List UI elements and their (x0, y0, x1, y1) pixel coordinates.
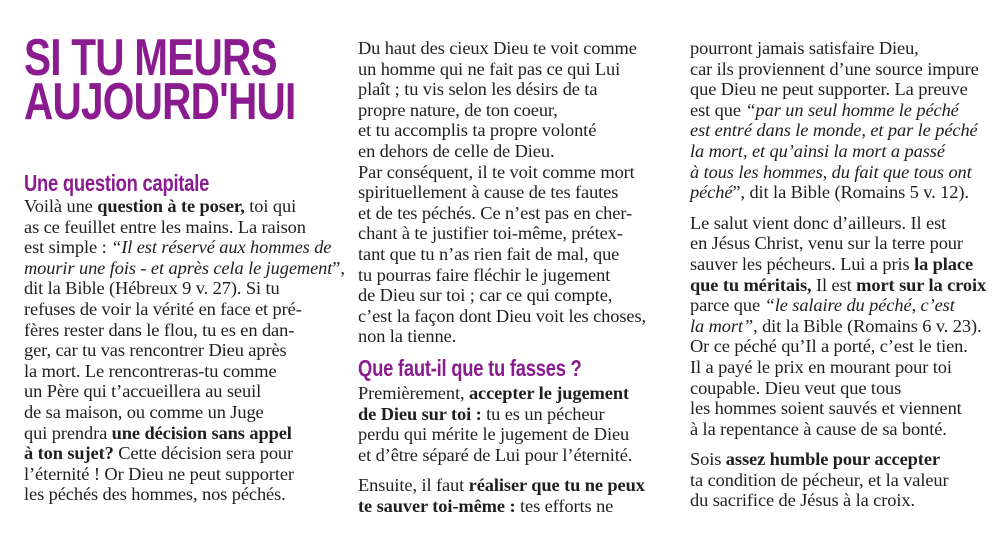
text-line (690, 213, 990, 234)
text-run: coupable. Dieu veut que tous (690, 377, 902, 398)
bold-text: réaliser que tu ne peux (468, 475, 645, 496)
text-line (690, 357, 990, 378)
text-run: que Dieu ne peut supporter. La preuve (690, 79, 968, 100)
text-line (358, 244, 658, 265)
text-line (690, 162, 990, 183)
text-run: Sois (690, 449, 726, 470)
text-line (358, 120, 658, 141)
text-run: plaît ; tu vis selon les désirs de ta (358, 79, 598, 100)
bold-text: à ton sujet? (24, 443, 114, 464)
text-line (690, 59, 990, 80)
text-line (358, 182, 658, 203)
quote-text: la mort” (690, 315, 754, 336)
text-run: en Jésus Christ, venu sur la terre pour (690, 233, 963, 254)
text-line (358, 475, 658, 496)
text-line (24, 402, 324, 423)
text-run: Voilà une (24, 196, 98, 216)
text-run: Par conséquent, il te voit comme mort (358, 161, 635, 182)
text-run: refuses de voir la vérité en face et pré- (24, 298, 302, 319)
text-line (358, 265, 658, 286)
text-run: tu pourras faire fléchir le jugement (358, 264, 611, 285)
bold-text: mort sur la croix (856, 274, 987, 295)
text-line (690, 490, 990, 511)
text-run: un homme qui ne fait pas ce qui Lui (358, 58, 621, 79)
column-3 (690, 38, 990, 511)
bold-text: que tu méritais, (690, 274, 812, 295)
text-line (358, 38, 658, 59)
text-line (24, 361, 324, 382)
bold-text: question à te poser, (97, 196, 245, 216)
column-1 (24, 0, 345, 505)
text-line (24, 484, 324, 505)
text-run: ta condition de pécheur, et la valeur (690, 469, 949, 490)
text-line (358, 59, 658, 80)
text-line (358, 223, 658, 244)
text-run: ”, dit la Bible (Romains 5 v. 12). (732, 182, 969, 203)
text-run: en dehors de celle de Dieu. (358, 140, 555, 161)
text-line (24, 217, 324, 238)
text-line (690, 295, 990, 316)
text-line (358, 203, 658, 224)
text-run: sauver les pécheurs. Lui a pris (690, 253, 915, 274)
text-line (690, 336, 990, 357)
text-run: l’éternité ! Or Dieu ne peut supporter (24, 463, 294, 484)
quote-text: mourir une fois - et après cela le jugement (24, 257, 333, 278)
text-run: et d’être séparé de Lui pour l’éternité. (358, 444, 633, 465)
quote-text: “Il est réservé aux hommes de (111, 237, 332, 258)
text-run: dit la Bible (Hébreux 9 v. 27). Si tu (24, 278, 280, 299)
paragraph-la-preuve (690, 38, 990, 203)
text-line (690, 141, 990, 162)
text-line (690, 275, 990, 296)
text-run: est simple : (24, 237, 112, 258)
text-run: la mort. Le rencontreras-tu comme (24, 360, 277, 381)
text-run: Le salut vient donc d’ailleurs. Il est (690, 212, 947, 233)
page-title (24, 29, 296, 131)
paragraph-spacer (690, 203, 990, 213)
text-run: à la repentance à cause de sa bonté. (690, 418, 947, 439)
bold-text: une décision sans appel (111, 422, 292, 443)
text-run: ger, car tu vas rencontrer Dieu après (24, 340, 287, 361)
quote-text: “le salaire du péché, c’est (764, 295, 955, 316)
text-run: pourront jamais satisfaire Dieu, (690, 38, 919, 58)
paragraph-le-salut (690, 213, 990, 440)
bold-text: accepter le jugement (468, 382, 629, 403)
text-run: , dit la Bible (Romains 6 v. 23). (753, 315, 982, 336)
text-run: les péchés des hommes, nos péchés. (24, 484, 286, 505)
text-run: est que (690, 99, 746, 120)
text-run: tu es un pécheur (481, 403, 605, 424)
text-line (690, 398, 990, 419)
text-run: du sacrifice de Jésus à la croix. (690, 490, 915, 511)
text-line (358, 79, 658, 100)
text-run: spirituellement à cause de tes fautes (358, 182, 619, 203)
paragraph-question-capitale (24, 196, 345, 505)
text-line (24, 237, 332, 258)
text-run: non la tienne. (358, 326, 457, 347)
text-run: un Père qui t’accueillera au seuil (24, 381, 262, 402)
text-line (24, 443, 324, 464)
text-line (690, 100, 990, 121)
quote-text: péché (690, 182, 733, 203)
text-run: qui prendra (24, 422, 112, 443)
text-run: parce que (690, 295, 765, 316)
text-line (690, 449, 990, 470)
text-line (24, 464, 324, 485)
text-run: tant que tu n’as rien fait de mal, que (358, 243, 620, 264)
bold-text: assez humble pour accepter (725, 449, 940, 470)
text-line (24, 381, 324, 402)
text-run: de sa maison, ou comme un Juge (24, 401, 264, 422)
text-line (690, 233, 990, 254)
text-line (24, 423, 324, 444)
text-line (358, 445, 658, 466)
text-line (690, 79, 990, 100)
text-run: c’est la façon dont Dieu voit les choses, (358, 305, 647, 326)
text-line (358, 285, 658, 306)
text-line (358, 100, 658, 121)
text-line (358, 141, 658, 162)
text-line (24, 257, 345, 279)
text-line (24, 299, 324, 320)
text-run: Ensuite, il faut (358, 475, 469, 496)
text-run: et tu accomplis ta propre volonté (358, 120, 597, 141)
text-run: propre nature, de ton coeur, (358, 99, 558, 120)
title-line-2: AUJOURD'HUI (24, 73, 296, 131)
text-run: Du haut des cieux Dieu te voit comme (358, 38, 637, 58)
text-line (24, 196, 324, 217)
section-heading-que-faut-il: Que faut-il que tu fasses ? (358, 354, 582, 381)
paragraph-dieu-te-voit (358, 38, 658, 347)
bold-text: de Dieu sur toi : (358, 403, 482, 424)
text-line (358, 404, 658, 425)
text-line (690, 378, 990, 399)
text-line (690, 470, 990, 491)
paragraph-spacer (358, 465, 658, 475)
quote-text: est entré dans le monde, et par le péché (690, 120, 978, 141)
text-run: et de tes péchés. Ce n’est pas en cher- (358, 202, 633, 223)
text-run: Il a payé le prix en mourant pour toi (690, 356, 952, 377)
text-line (690, 316, 990, 337)
text-run: Il est (811, 274, 857, 295)
text-run: Or ce péché qu’Il a porté, c’est le tien. (690, 336, 968, 357)
quote-text: “par un seul homme le péché (745, 99, 959, 120)
text-run: car ils proviennent d’une source impure (690, 58, 979, 79)
text-run: de Dieu sur toi ; car ce qui compte, (358, 285, 613, 306)
text-line (690, 182, 990, 203)
text-run: Cette décision sera pour (113, 443, 294, 464)
text-line (690, 254, 990, 275)
text-line (24, 340, 324, 361)
quote-text: la mort, et qu’ainsi la mort a passé (690, 140, 945, 161)
text-run: chant à te justifier toi-même, prétex- (358, 223, 623, 244)
text-line (358, 162, 658, 183)
paragraph-ensuite (358, 475, 658, 516)
text-line (690, 38, 990, 59)
paragraph-sois-humble (690, 449, 990, 511)
text-line (358, 326, 658, 347)
text-run: as ce feuillet entre les mains. La raison (24, 216, 306, 237)
text-line (358, 383, 658, 404)
bold-text: te sauver toi-même : (358, 495, 516, 516)
text-line (24, 320, 324, 341)
text-run: perdu qui mérite le jugement de Dieu (358, 424, 630, 445)
title-line-1: SI TU MEURS (24, 29, 277, 87)
text-run: ”, (332, 257, 345, 278)
text-line (690, 419, 990, 440)
text-line (690, 120, 990, 141)
quote-text: à tous les hommes, du fait que tous ont (690, 161, 972, 182)
text-run: toi qui (244, 196, 297, 216)
text-run: fères rester dans le flou, tu es en dan- (24, 319, 295, 340)
section-heading-question-capitale: Une question capitale (24, 170, 210, 196)
bold-text: la place (914, 253, 974, 274)
column-2 (358, 38, 658, 516)
text-line (358, 424, 658, 445)
text-run: Premièrement, (358, 382, 469, 403)
text-line (24, 278, 324, 299)
paragraph-spacer (690, 439, 990, 449)
text-run: les hommes soient sauvés et viennent (690, 398, 962, 419)
text-line (358, 496, 658, 517)
text-line (358, 306, 658, 327)
paragraph-premierement (358, 383, 658, 465)
text-run: tes efforts ne (515, 495, 614, 516)
